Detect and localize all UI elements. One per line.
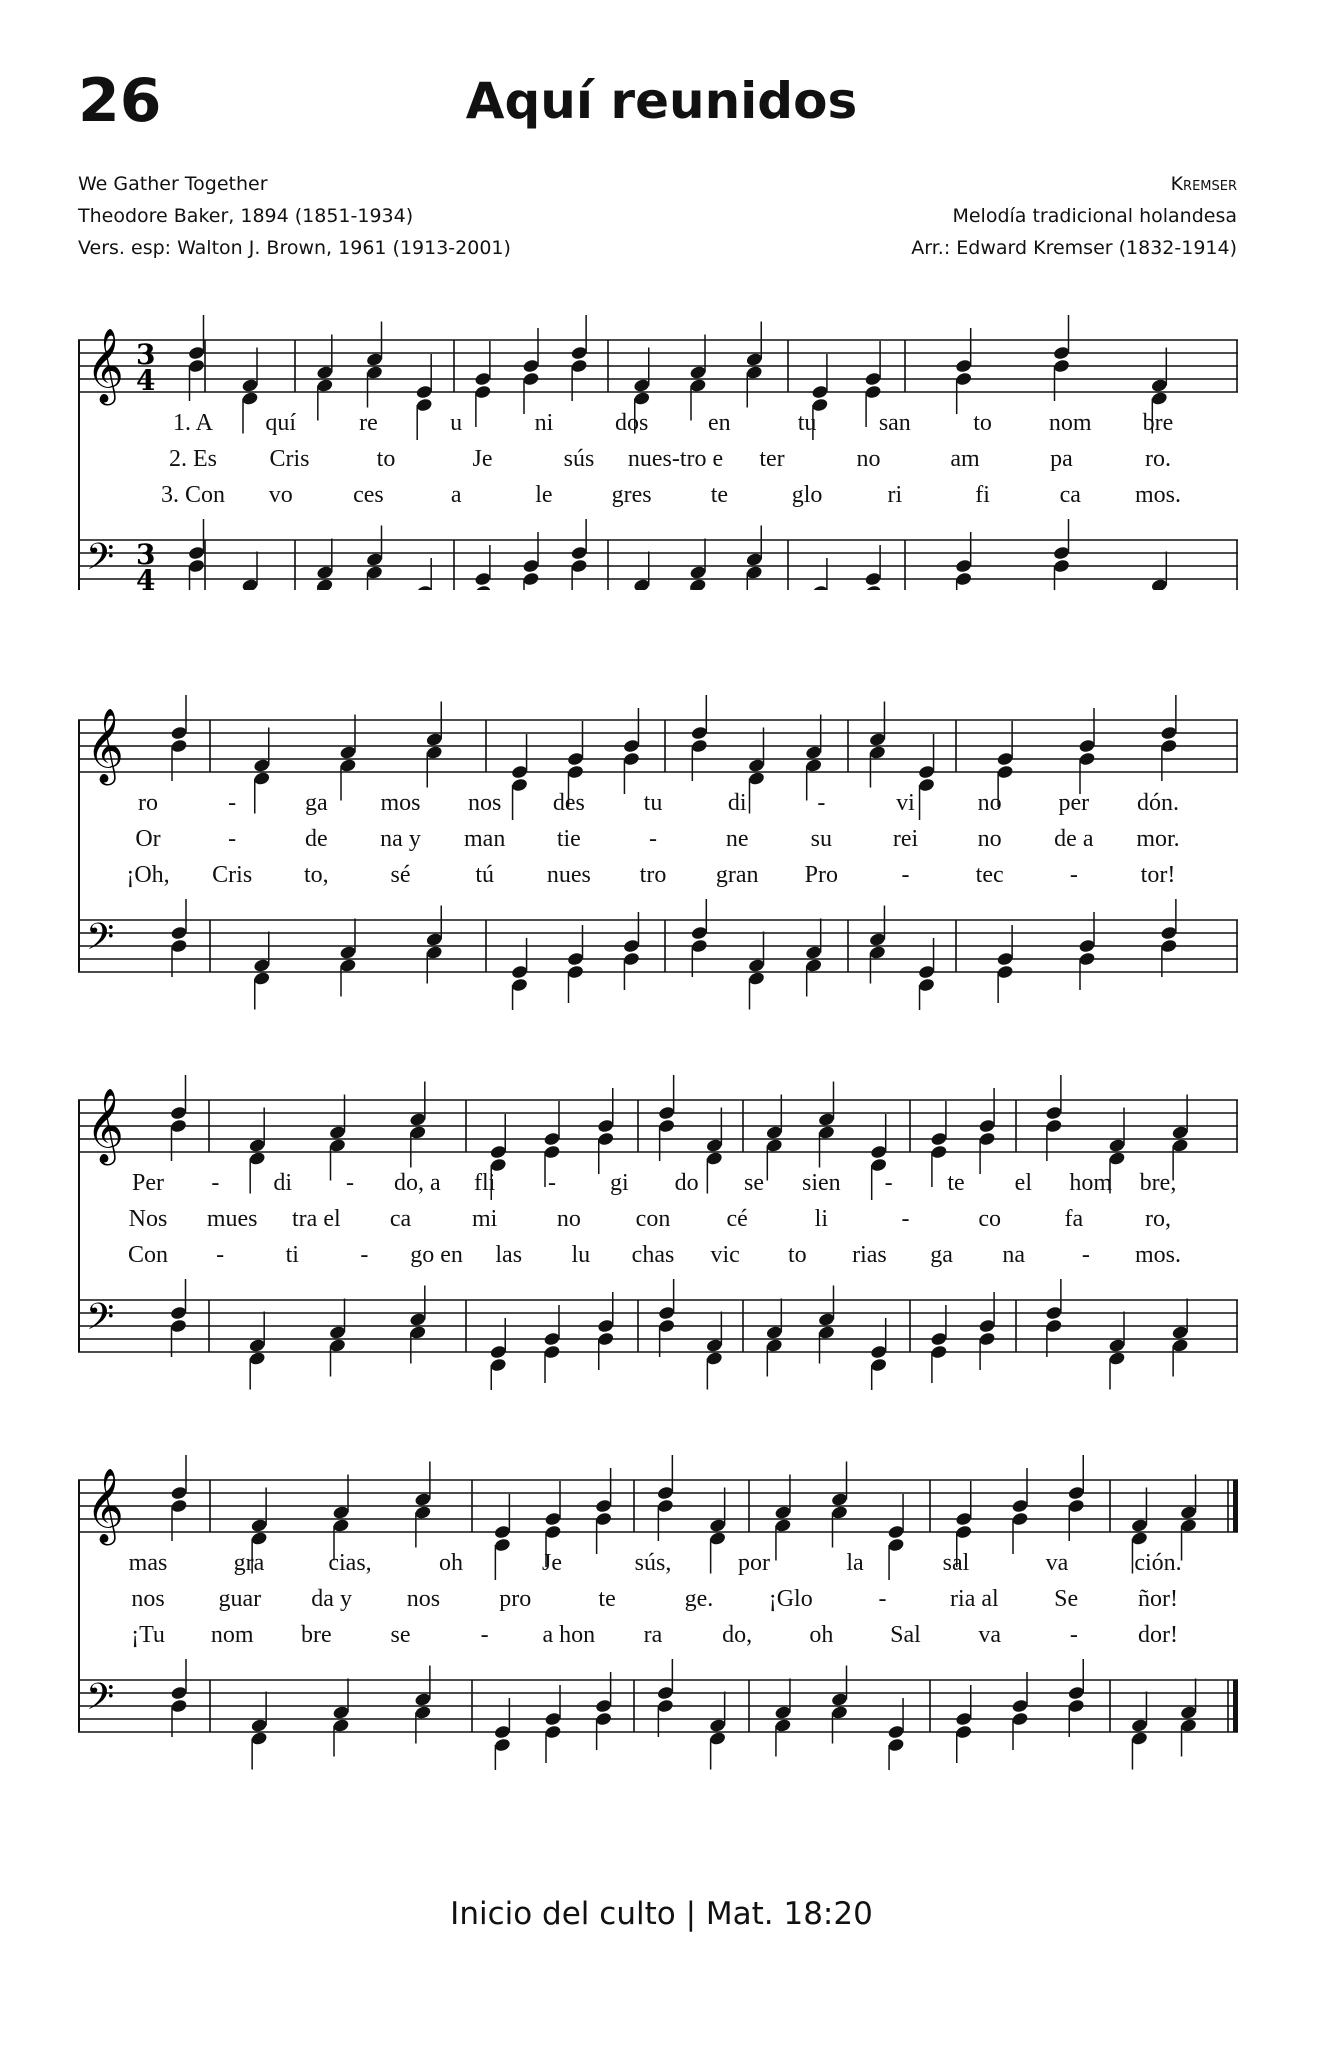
lyric-syllable: mues bbox=[206, 1206, 258, 1232]
lyric-syllable: per bbox=[1058, 790, 1090, 816]
lyric-syllable: mor. bbox=[1136, 826, 1180, 852]
lyric-syllable: pa bbox=[1050, 446, 1073, 472]
lyric-syllable: ca bbox=[1059, 482, 1081, 508]
lyric-syllable: sal bbox=[942, 1550, 970, 1576]
lyric-syllable: oh bbox=[809, 1622, 834, 1648]
treble-clef-icon: 𝄞 bbox=[86, 1089, 124, 1163]
lyric-syllable: nos bbox=[131, 1586, 165, 1612]
lyric-syllable: nom bbox=[1048, 410, 1092, 436]
translator: Vers. esp: Walton J. Brown, 1961 (1913-2001) bbox=[78, 237, 511, 259]
lyric-syllable: - bbox=[228, 826, 237, 852]
lyric-syllable: Se bbox=[1054, 1586, 1079, 1612]
lyric-syllable: - bbox=[1069, 1622, 1078, 1648]
notehead bbox=[474, 584, 492, 590]
bass-clef-icon: 𝄢 bbox=[86, 1296, 115, 1347]
lyric-syllable: nos bbox=[467, 790, 502, 816]
treble-clef-icon: 𝄞 bbox=[86, 709, 124, 783]
lyric-syllable: do, bbox=[722, 1622, 753, 1648]
lyric-syllable: Per bbox=[132, 1170, 164, 1196]
lyric-syllable: gra bbox=[233, 1550, 265, 1576]
lyric-syllable: ne bbox=[725, 826, 749, 852]
lyric-syllable: de bbox=[305, 826, 328, 852]
lyric-syllable: 2. Es bbox=[169, 446, 217, 472]
lyric-syllable: gres bbox=[611, 482, 652, 508]
lyric-syllable: fa bbox=[1064, 1206, 1084, 1232]
lyric-syllable: am bbox=[950, 446, 980, 472]
lyric-line-verse-2 bbox=[78, 446, 1238, 480]
lyric-syllable: bre, bbox=[1139, 1170, 1177, 1196]
lyric-line-verse-1 bbox=[78, 1170, 1238, 1204]
lyricist: Theodore Baker, 1894 (1851-1934) bbox=[78, 205, 414, 227]
lyric-syllable: ro, bbox=[1145, 1206, 1171, 1232]
lyric-syllable: - bbox=[817, 790, 826, 816]
lyric-syllable: el bbox=[1014, 1170, 1032, 1196]
lyric-syllable: tec bbox=[975, 862, 1004, 888]
bass-notes bbox=[170, 899, 1178, 1010]
treble-clef-icon: 𝄞 bbox=[86, 329, 124, 403]
lyric-line-verse-1 bbox=[78, 410, 1238, 444]
lyric-syllable: tor! bbox=[1140, 862, 1176, 888]
lyric-syllable: mos. bbox=[1134, 482, 1182, 508]
lyric-syllable: te bbox=[710, 482, 729, 508]
lyric-syllable: va bbox=[978, 1622, 1001, 1648]
lyric-syllable: nues bbox=[546, 862, 591, 888]
lyric-syllable: Pro bbox=[804, 862, 838, 888]
lyric-syllable: en bbox=[708, 410, 731, 436]
lyric-syllable: dos bbox=[614, 410, 649, 436]
credits-right bbox=[911, 168, 1237, 264]
lyric-syllable: bre bbox=[1142, 410, 1174, 436]
time-signature-bottom: 4 bbox=[136, 564, 156, 590]
lyric-syllable: - bbox=[216, 1242, 225, 1268]
lyric-syllable: - bbox=[346, 1170, 354, 1196]
music-system-2 bbox=[78, 680, 1238, 1010]
lyric-syllable: - bbox=[211, 1170, 220, 1196]
lyric-syllable: na y bbox=[380, 826, 421, 852]
treble-staff bbox=[78, 709, 1238, 786]
staff-svg bbox=[78, 300, 1238, 590]
lyric-syllable: Con bbox=[127, 1242, 169, 1268]
lyric-syllable: co bbox=[978, 1206, 1001, 1232]
footer bbox=[0, 1896, 1323, 1932]
music-system-4 bbox=[78, 1440, 1238, 1770]
lyric-line-verse-1 bbox=[78, 1550, 1238, 1584]
lyric-syllable: te bbox=[947, 1170, 965, 1196]
lyric-syllable: no bbox=[977, 790, 1002, 816]
lyric-syllable: a bbox=[450, 482, 462, 508]
lyric-syllable: ¡Tu bbox=[131, 1622, 165, 1648]
lyric-syllable: rei bbox=[892, 826, 919, 852]
arranger: Arr.: Edward Kremser (1832-1914) bbox=[911, 237, 1237, 259]
lyric-syllable: - bbox=[1069, 862, 1078, 888]
lyric-line-verse-2 bbox=[78, 1586, 1238, 1620]
lyric-syllable: ti bbox=[285, 1242, 299, 1268]
lyric-syllable: ñor! bbox=[1138, 1586, 1178, 1612]
lyric-syllable: tra el bbox=[292, 1206, 341, 1232]
lyric-syllable: ri bbox=[887, 482, 903, 508]
lyric-syllable: vi bbox=[896, 790, 915, 816]
lyric-syllable: ¡Oh, bbox=[126, 862, 170, 888]
lyric-syllable: tu bbox=[797, 410, 817, 436]
bass-clef-icon: 𝄢 bbox=[86, 536, 115, 587]
lyric-syllable: na bbox=[1002, 1242, 1026, 1268]
time-signature-top: 3 bbox=[136, 538, 156, 571]
lyric-syllable: su bbox=[810, 826, 832, 852]
lyric-syllable: glo bbox=[791, 482, 823, 508]
lyric-syllable: san bbox=[878, 410, 911, 436]
treble-clef-icon: 𝄞 bbox=[86, 1469, 124, 1543]
lyric-syllable: Nos bbox=[128, 1206, 168, 1232]
lyric-syllable: dor! bbox=[1138, 1622, 1178, 1648]
lyric-syllable: sús bbox=[563, 446, 595, 472]
lyric-syllable: ria al bbox=[950, 1586, 999, 1612]
lyric-line-verse-3 bbox=[78, 1622, 1238, 1656]
lyric-syllable: - bbox=[480, 1622, 489, 1648]
lyric-syllable: di bbox=[727, 790, 747, 816]
lyric-syllable: ces bbox=[353, 482, 384, 508]
lyric-syllable: sien bbox=[801, 1170, 841, 1196]
lyric-syllable: tie bbox=[556, 826, 581, 852]
lyric-syllable: Cris bbox=[212, 862, 253, 888]
lyric-syllable: gi bbox=[609, 1170, 629, 1196]
lyric-syllable: - bbox=[228, 790, 237, 816]
music-system-1 bbox=[78, 300, 1238, 590]
lyric-syllable: nom bbox=[210, 1622, 254, 1648]
bass-staff bbox=[78, 916, 1238, 972]
lyric-syllable: guar bbox=[218, 1586, 262, 1612]
lyric-syllable: pro bbox=[499, 1586, 532, 1612]
lyric-syllable: fi bbox=[975, 482, 990, 508]
time-signature-bottom: 4 bbox=[136, 364, 156, 397]
lyric-syllable: a hon bbox=[542, 1622, 596, 1648]
footer-category: Inicio del culto bbox=[450, 1896, 676, 1932]
lyric-syllable: le bbox=[535, 482, 553, 508]
english-title: We Gather Together bbox=[78, 173, 268, 195]
lyric-syllable: u bbox=[450, 410, 463, 436]
lyric-syllable: cias, bbox=[328, 1550, 372, 1576]
lyric-syllable: quí bbox=[265, 410, 297, 436]
lyric-syllable: sús, bbox=[634, 1550, 672, 1576]
lyric-syllable: do bbox=[674, 1170, 699, 1196]
lyric-syllable: man bbox=[463, 826, 506, 852]
notehead bbox=[864, 584, 882, 590]
treble-staff bbox=[78, 1089, 1238, 1166]
lyric-syllable: ro bbox=[138, 790, 158, 816]
lyric-syllable: no bbox=[977, 826, 1002, 852]
lyric-syllable: cé bbox=[726, 1206, 748, 1232]
lyric-syllable: Or bbox=[135, 826, 161, 852]
lyric-syllable: ción. bbox=[1134, 1550, 1182, 1576]
bass-clef-icon: 𝄢 bbox=[86, 1676, 115, 1727]
lyric-syllable: bre bbox=[301, 1622, 332, 1648]
lyric-syllable: sé bbox=[390, 862, 411, 888]
lyric-line-verse-3 bbox=[78, 862, 1238, 896]
time-signature-top: 3 bbox=[136, 338, 156, 371]
lyric-syllable: go en bbox=[410, 1242, 463, 1268]
bass-clef-icon: 𝄢 bbox=[86, 916, 115, 967]
lyric-syllable: ra bbox=[643, 1622, 663, 1648]
lyric-line-verse-2 bbox=[78, 1206, 1238, 1240]
lyric-syllable: di bbox=[273, 1170, 292, 1196]
hymn-number: 26 bbox=[78, 66, 162, 136]
melody-source: Melodía tradicional holandesa bbox=[952, 205, 1237, 227]
lyric-syllable: vic bbox=[710, 1242, 740, 1268]
lyric-syllable: oh bbox=[439, 1550, 463, 1576]
lyric-syllable: nues-tro e bbox=[627, 446, 724, 472]
lyric-syllable: Je bbox=[472, 446, 493, 472]
lyric-syllable: ca bbox=[389, 1206, 412, 1232]
lyric-syllable: ga bbox=[930, 1242, 953, 1268]
lyric-syllable: - bbox=[360, 1242, 369, 1268]
lyric-syllable: ge. bbox=[684, 1586, 714, 1612]
bass-notes bbox=[170, 1659, 1197, 1770]
lyric-syllable: da y bbox=[311, 1586, 352, 1612]
lyric-syllable: - bbox=[548, 1170, 556, 1196]
lyric-syllable: tú bbox=[475, 862, 494, 888]
lyric-syllable: nos bbox=[406, 1586, 441, 1612]
lyric-syllable: las bbox=[495, 1242, 523, 1268]
lyric-syllable: Cris bbox=[269, 446, 310, 472]
lyric-syllable: ter bbox=[759, 446, 785, 472]
music-system-3 bbox=[78, 1060, 1238, 1390]
lyric-syllable: la bbox=[846, 1550, 864, 1576]
lyric-syllable: ro. bbox=[1145, 446, 1171, 472]
lyric-syllable: tu bbox=[643, 790, 663, 816]
lyric-syllable: to, bbox=[303, 862, 329, 888]
lyric-syllable: li bbox=[814, 1206, 828, 1232]
lyric-syllable: mas bbox=[128, 1550, 168, 1576]
lyric-syllable: 3. Con bbox=[160, 482, 226, 508]
bass-notes bbox=[170, 1279, 1189, 1390]
lyric-syllable: no bbox=[856, 446, 881, 472]
footer-separator: | bbox=[685, 1896, 697, 1932]
lyric-syllable: Sal bbox=[890, 1622, 921, 1648]
lyric-syllable: - bbox=[884, 1170, 893, 1196]
lyric-syllable: ni bbox=[534, 410, 554, 436]
lyric-syllable: mos. bbox=[1134, 1242, 1182, 1268]
lyric-syllable: de a bbox=[1054, 826, 1094, 852]
lyric-syllable: - bbox=[1081, 1242, 1090, 1268]
lyric-syllable: lu bbox=[571, 1242, 591, 1268]
lyric-syllable: - bbox=[878, 1586, 887, 1612]
lyric-syllable: ga bbox=[305, 790, 328, 816]
lyric-syllable: se bbox=[390, 1622, 411, 1648]
lyric-syllable: - bbox=[901, 862, 910, 888]
lyric-syllable: se bbox=[744, 1170, 764, 1196]
lyric-syllable: to bbox=[376, 446, 396, 472]
lyric-syllable: dón. bbox=[1137, 790, 1179, 816]
lyric-syllable: gran bbox=[715, 862, 759, 888]
lyric-syllable: hom bbox=[1069, 1170, 1112, 1196]
lyric-syllable: to bbox=[973, 410, 992, 436]
lyric-syllable: va bbox=[1045, 1550, 1069, 1576]
lyric-syllable: con bbox=[635, 1206, 671, 1232]
lyric-syllable: - bbox=[649, 826, 657, 852]
lyric-syllable: - bbox=[901, 1206, 910, 1232]
lyric-syllable: por bbox=[738, 1550, 770, 1576]
tune-name: Kremser bbox=[1170, 173, 1237, 195]
lyric-syllable: re bbox=[359, 410, 378, 436]
lyric-syllable: to bbox=[787, 1242, 807, 1268]
lyric-syllable: 1. A bbox=[172, 410, 214, 436]
lyric-syllable: mos bbox=[380, 790, 421, 816]
lyric-syllable: do, a bbox=[394, 1170, 441, 1196]
lyric-syllable: no bbox=[556, 1206, 581, 1232]
lyric-line-verse-2 bbox=[78, 826, 1238, 860]
hymn-title: Aquí reunidos bbox=[465, 72, 858, 130]
lyric-syllable: fli bbox=[473, 1170, 496, 1196]
lyric-syllable: mi bbox=[471, 1206, 498, 1232]
footer-reference: Mat. 18:20 bbox=[705, 1896, 873, 1932]
lyric-syllable: rias bbox=[852, 1242, 887, 1268]
lyric-syllable: tro bbox=[639, 862, 667, 888]
lyric-line-verse-1 bbox=[78, 790, 1238, 824]
lyric-syllable: chas bbox=[631, 1242, 675, 1268]
lyric-syllable: ¡Glo bbox=[768, 1586, 813, 1612]
lyric-syllable: des bbox=[552, 790, 585, 816]
lyric-syllable: vo bbox=[268, 482, 293, 508]
credits-left bbox=[78, 168, 511, 264]
lyric-syllable: te bbox=[598, 1586, 616, 1612]
lyric-line-verse-3 bbox=[78, 1242, 1238, 1276]
lyric-syllable: Je bbox=[542, 1550, 562, 1576]
lyric-line-verse-3 bbox=[78, 482, 1238, 516]
